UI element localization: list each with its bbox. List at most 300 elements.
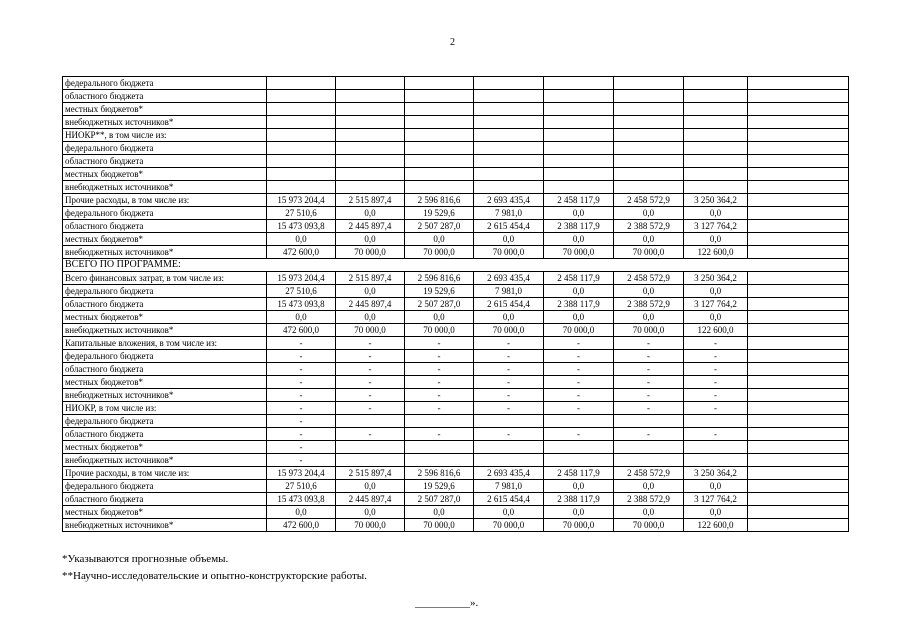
value-cell: 3 127 764,2 — [684, 298, 748, 311]
value-cell: 0,0 — [614, 285, 684, 298]
table-row — [63, 246, 849, 259]
row-label: НИОКР, в том числе из: — [63, 402, 267, 415]
empty-cell — [748, 480, 849, 493]
table-row — [63, 402, 849, 415]
empty-cell — [748, 428, 849, 441]
value-cell — [614, 103, 684, 116]
empty-cell — [748, 246, 849, 259]
value-cell — [684, 415, 748, 428]
value-cell: - — [267, 376, 336, 389]
value-cell: - — [267, 389, 336, 402]
value-cell — [684, 441, 748, 454]
value-cell: - — [267, 415, 336, 428]
value-cell — [405, 454, 474, 467]
value-cell: - — [474, 337, 544, 350]
value-cell: 70 000,0 — [405, 324, 474, 337]
value-cell — [544, 155, 614, 168]
value-cell: - — [336, 389, 405, 402]
value-cell: 2 458 117,9 — [544, 194, 614, 207]
value-cell: - — [614, 363, 684, 376]
value-cell: 0,0 — [614, 233, 684, 246]
value-cell — [544, 77, 614, 90]
value-cell — [336, 168, 405, 181]
value-cell: 7 981,0 — [474, 207, 544, 220]
row-label: внебюджетных источников* — [63, 181, 267, 194]
row-label: областного бюджета — [63, 428, 267, 441]
value-cell: 0,0 — [614, 506, 684, 519]
value-cell: 2 458 572,9 — [614, 272, 684, 285]
value-cell — [544, 181, 614, 194]
value-cell: 15 473 093,8 — [267, 493, 336, 506]
value-cell: 0,0 — [267, 311, 336, 324]
value-cell — [474, 129, 544, 142]
value-cell — [405, 90, 474, 103]
value-cell: 70 000,0 — [405, 519, 474, 532]
value-cell — [614, 142, 684, 155]
empty-cell — [748, 363, 849, 376]
value-cell — [336, 181, 405, 194]
value-cell — [544, 103, 614, 116]
value-cell: 7 981,0 — [474, 480, 544, 493]
value-cell: - — [405, 363, 474, 376]
value-cell: 2 515 897,4 — [336, 194, 405, 207]
value-cell — [474, 116, 544, 129]
value-cell — [267, 77, 336, 90]
section-row — [63, 259, 849, 272]
row-label: местных бюджетов* — [63, 233, 267, 246]
value-cell — [336, 142, 405, 155]
value-cell: - — [405, 337, 474, 350]
table-row — [63, 389, 849, 402]
value-cell: 2 458 117,9 — [544, 467, 614, 480]
value-cell — [474, 77, 544, 90]
value-cell: - — [474, 376, 544, 389]
value-cell — [544, 90, 614, 103]
value-cell — [684, 181, 748, 194]
value-cell: - — [544, 428, 614, 441]
table-row — [63, 376, 849, 389]
value-cell — [684, 116, 748, 129]
empty-cell — [748, 90, 849, 103]
empty-cell — [748, 155, 849, 168]
empty-cell — [748, 116, 849, 129]
empty-cell — [748, 467, 849, 480]
value-cell: 2 507 287,0 — [405, 298, 474, 311]
empty-cell — [748, 194, 849, 207]
table-row — [63, 441, 849, 454]
empty-cell — [748, 415, 849, 428]
table-row — [63, 428, 849, 441]
value-cell — [684, 103, 748, 116]
value-cell: 2 515 897,4 — [336, 467, 405, 480]
value-cell — [405, 142, 474, 155]
value-cell — [336, 155, 405, 168]
value-cell: - — [684, 363, 748, 376]
value-cell — [544, 142, 614, 155]
value-cell: 2 388 117,9 — [544, 220, 614, 233]
value-cell: - — [474, 428, 544, 441]
value-cell — [544, 129, 614, 142]
value-cell: 0,0 — [684, 207, 748, 220]
row-label: местных бюджетов* — [63, 506, 267, 519]
value-cell — [267, 155, 336, 168]
row-label: внебюджетных источников* — [63, 519, 267, 532]
row-label: федерального бюджета — [63, 142, 267, 155]
row-label: местных бюджетов* — [63, 376, 267, 389]
value-cell: 70 000,0 — [474, 324, 544, 337]
row-label: Всего финансовых затрат, в том числе из: — [63, 272, 267, 285]
value-cell — [684, 129, 748, 142]
value-cell — [336, 103, 405, 116]
value-cell: - — [684, 376, 748, 389]
value-cell: 3 127 764,2 — [684, 493, 748, 506]
value-cell: 0,0 — [684, 233, 748, 246]
value-cell: 0,0 — [405, 311, 474, 324]
table-row — [63, 311, 849, 324]
value-cell: 0,0 — [474, 506, 544, 519]
value-cell: 0,0 — [684, 506, 748, 519]
row-label: федерального бюджета — [63, 285, 267, 298]
value-cell: 15 973 204,4 — [267, 272, 336, 285]
value-cell: 70 000,0 — [614, 519, 684, 532]
value-cell: 3 127 764,2 — [684, 220, 748, 233]
row-label: внебюджетных источников* — [63, 389, 267, 402]
value-cell — [405, 415, 474, 428]
value-cell: - — [544, 376, 614, 389]
row-label: НИОКР**, в том числе из: — [63, 129, 267, 142]
empty-cell — [748, 142, 849, 155]
value-cell: - — [267, 454, 336, 467]
value-cell — [684, 168, 748, 181]
value-cell: 122 600,0 — [684, 246, 748, 259]
value-cell: 27 510,6 — [267, 207, 336, 220]
row-label: внебюджетных источников* — [63, 454, 267, 467]
value-cell — [405, 103, 474, 116]
table-row — [63, 519, 849, 532]
empty-cell — [748, 350, 849, 363]
value-cell: - — [544, 389, 614, 402]
row-label: местных бюджетов* — [63, 168, 267, 181]
value-cell: 2 458 117,9 — [544, 272, 614, 285]
value-cell — [614, 415, 684, 428]
value-cell: 15 473 093,8 — [267, 220, 336, 233]
row-label: внебюджетных источников* — [63, 116, 267, 129]
value-cell — [544, 441, 614, 454]
value-cell: 2 615 454,4 — [474, 220, 544, 233]
table-row — [63, 493, 849, 506]
row-label: федерального бюджета — [63, 207, 267, 220]
value-cell — [474, 90, 544, 103]
value-cell: - — [267, 441, 336, 454]
value-cell: 0,0 — [544, 311, 614, 324]
footnote-forecast: *Указываются прогнозные объемы. — [62, 553, 229, 565]
value-cell: 2 388 117,9 — [544, 298, 614, 311]
value-cell: 70 000,0 — [405, 246, 474, 259]
value-cell: 2 515 897,4 — [336, 272, 405, 285]
row-label: федерального бюджета — [63, 350, 267, 363]
empty-cell — [748, 311, 849, 324]
value-cell — [267, 90, 336, 103]
value-cell: 3 250 364,2 — [684, 467, 748, 480]
empty-cell — [748, 298, 849, 311]
value-cell: 2 596 816,6 — [405, 467, 474, 480]
empty-cell — [748, 337, 849, 350]
value-cell: 0,0 — [336, 480, 405, 493]
table-row — [63, 168, 849, 181]
value-cell — [405, 116, 474, 129]
empty-cell — [748, 454, 849, 467]
value-cell: 70 000,0 — [614, 246, 684, 259]
value-cell: 2 458 572,9 — [614, 467, 684, 480]
value-cell — [684, 454, 748, 467]
value-cell: 27 510,6 — [267, 480, 336, 493]
value-cell: 2 596 816,6 — [405, 194, 474, 207]
value-cell — [336, 415, 405, 428]
empty-cell — [748, 220, 849, 233]
table-row — [63, 506, 849, 519]
value-cell — [614, 181, 684, 194]
value-cell: - — [405, 350, 474, 363]
row-label: федерального бюджета — [63, 77, 267, 90]
value-cell — [336, 116, 405, 129]
value-cell: 0,0 — [684, 311, 748, 324]
empty-cell — [748, 441, 849, 454]
closing-mark: __________». — [415, 597, 479, 609]
value-cell — [544, 116, 614, 129]
table-row — [63, 181, 849, 194]
value-cell: - — [544, 402, 614, 415]
value-cell: - — [614, 376, 684, 389]
row-label: местных бюджетов* — [63, 103, 267, 116]
value-cell: 2 693 435,4 — [474, 272, 544, 285]
value-cell: - — [405, 389, 474, 402]
value-cell: - — [267, 402, 336, 415]
table-row — [63, 415, 849, 428]
value-cell: 0,0 — [544, 207, 614, 220]
empty-cell — [748, 324, 849, 337]
value-cell — [405, 168, 474, 181]
value-cell: - — [336, 376, 405, 389]
value-cell: 19 529,6 — [405, 207, 474, 220]
value-cell: 0,0 — [336, 207, 405, 220]
value-cell: - — [267, 363, 336, 376]
value-cell: - — [474, 363, 544, 376]
row-label: областного бюджета — [63, 298, 267, 311]
value-cell: - — [336, 337, 405, 350]
value-cell: 0,0 — [544, 233, 614, 246]
value-cell: 0,0 — [544, 506, 614, 519]
value-cell: - — [336, 363, 405, 376]
row-label: областного бюджета — [63, 220, 267, 233]
value-cell: - — [614, 389, 684, 402]
value-cell — [267, 129, 336, 142]
empty-cell — [748, 272, 849, 285]
table-row — [63, 454, 849, 467]
table-row — [63, 77, 849, 90]
value-cell — [474, 454, 544, 467]
row-label: Прочие расходы, в том числе из: — [63, 194, 267, 207]
empty-cell — [748, 285, 849, 298]
value-cell: 70 000,0 — [474, 246, 544, 259]
table-row — [63, 272, 849, 285]
empty-cell — [748, 506, 849, 519]
empty-cell — [748, 233, 849, 246]
value-cell — [614, 454, 684, 467]
value-cell — [267, 168, 336, 181]
value-cell: 2 507 287,0 — [405, 220, 474, 233]
value-cell: - — [544, 337, 614, 350]
value-cell — [474, 168, 544, 181]
empty-cell — [748, 519, 849, 532]
empty-cell — [748, 77, 849, 90]
value-cell — [544, 454, 614, 467]
value-cell: 2 388 572,9 — [614, 298, 684, 311]
value-cell: 122 600,0 — [684, 324, 748, 337]
row-label: Прочие расходы, в том числе из: — [63, 467, 267, 480]
value-cell — [267, 181, 336, 194]
value-cell: 0,0 — [267, 506, 336, 519]
value-cell: - — [474, 389, 544, 402]
row-label: внебюджетных источников* — [63, 246, 267, 259]
value-cell: - — [336, 428, 405, 441]
value-cell — [474, 181, 544, 194]
value-cell — [405, 181, 474, 194]
value-cell: 472 600,0 — [267, 324, 336, 337]
page-number: 2 — [450, 37, 455, 48]
footnote-niokr: **Научно-исследовательские и опытно-конструкторские работы. — [62, 570, 367, 582]
table-row — [63, 363, 849, 376]
value-cell: 472 600,0 — [267, 519, 336, 532]
table-row — [63, 116, 849, 129]
value-cell — [267, 116, 336, 129]
empty-cell — [748, 103, 849, 116]
row-label: местных бюджетов* — [63, 311, 267, 324]
value-cell — [405, 441, 474, 454]
value-cell — [336, 129, 405, 142]
value-cell: - — [336, 350, 405, 363]
value-cell: 2 445 897,4 — [336, 220, 405, 233]
value-cell: 70 000,0 — [544, 519, 614, 532]
value-cell: - — [405, 402, 474, 415]
value-cell: 2 596 816,6 — [405, 272, 474, 285]
value-cell — [474, 415, 544, 428]
value-cell: - — [684, 350, 748, 363]
value-cell — [405, 77, 474, 90]
value-cell: - — [336, 402, 405, 415]
empty-cell — [748, 389, 849, 402]
table-row — [63, 142, 849, 155]
table-row — [63, 207, 849, 220]
row-label: федерального бюджета — [63, 415, 267, 428]
value-cell — [405, 129, 474, 142]
table-row — [63, 324, 849, 337]
table-row — [63, 298, 849, 311]
value-cell: - — [474, 350, 544, 363]
row-label: внебюджетных источников* — [63, 324, 267, 337]
value-cell: 27 510,6 — [267, 285, 336, 298]
value-cell: 70 000,0 — [336, 519, 405, 532]
value-cell: 70 000,0 — [336, 246, 405, 259]
value-cell: 2 388 117,9 — [544, 493, 614, 506]
value-cell — [336, 77, 405, 90]
value-cell: 70 000,0 — [544, 324, 614, 337]
empty-cell — [748, 376, 849, 389]
value-cell: - — [405, 428, 474, 441]
value-cell: 2 388 572,9 — [614, 493, 684, 506]
value-cell — [614, 129, 684, 142]
value-cell — [684, 90, 748, 103]
value-cell: 70 000,0 — [336, 324, 405, 337]
value-cell: 15 973 204,4 — [267, 194, 336, 207]
value-cell: 19 529,6 — [405, 480, 474, 493]
table-row — [63, 129, 849, 142]
table-row — [63, 467, 849, 480]
table-row — [63, 103, 849, 116]
table-row — [63, 480, 849, 493]
value-cell: 0,0 — [474, 233, 544, 246]
value-cell: 472 600,0 — [267, 246, 336, 259]
row-label: ВСЕГО ПО ПРОГРАММЕ: — [63, 259, 849, 272]
empty-cell — [748, 207, 849, 220]
row-label: федерального бюджета — [63, 480, 267, 493]
value-cell: 2 615 454,4 — [474, 493, 544, 506]
value-cell: 70 000,0 — [614, 324, 684, 337]
empty-cell — [748, 168, 849, 181]
value-cell — [544, 415, 614, 428]
value-cell — [336, 90, 405, 103]
empty-cell — [748, 402, 849, 415]
value-cell: 0,0 — [544, 285, 614, 298]
value-cell: 0,0 — [336, 311, 405, 324]
table-row — [63, 194, 849, 207]
value-cell: 122 600,0 — [684, 519, 748, 532]
empty-cell — [748, 129, 849, 142]
value-cell: 0,0 — [336, 285, 405, 298]
value-cell — [474, 441, 544, 454]
budget-table — [62, 76, 849, 532]
value-cell: 2 458 572,9 — [614, 194, 684, 207]
empty-cell — [748, 181, 849, 194]
value-cell: 0,0 — [267, 233, 336, 246]
value-cell: - — [684, 337, 748, 350]
value-cell: - — [544, 363, 614, 376]
value-cell: - — [684, 428, 748, 441]
table-row — [63, 350, 849, 363]
value-cell: 0,0 — [684, 480, 748, 493]
value-cell: 2 693 435,4 — [474, 467, 544, 480]
row-label: областного бюджета — [63, 493, 267, 506]
empty-cell — [748, 493, 849, 506]
value-cell: 0,0 — [544, 480, 614, 493]
value-cell: 3 250 364,2 — [684, 272, 748, 285]
row-label: местных бюджетов* — [63, 441, 267, 454]
value-cell: - — [474, 402, 544, 415]
value-cell — [474, 103, 544, 116]
value-cell: 0,0 — [614, 480, 684, 493]
row-label: областного бюджета — [63, 155, 267, 168]
value-cell — [474, 142, 544, 155]
table-row — [63, 90, 849, 103]
value-cell — [267, 103, 336, 116]
value-cell: - — [267, 350, 336, 363]
value-cell — [614, 90, 684, 103]
row-label: Капитальные вложения, в том числе из: — [63, 337, 267, 350]
value-cell — [684, 142, 748, 155]
value-cell — [684, 155, 748, 168]
value-cell: - — [267, 428, 336, 441]
table-row — [63, 155, 849, 168]
value-cell: 2 445 897,4 — [336, 298, 405, 311]
